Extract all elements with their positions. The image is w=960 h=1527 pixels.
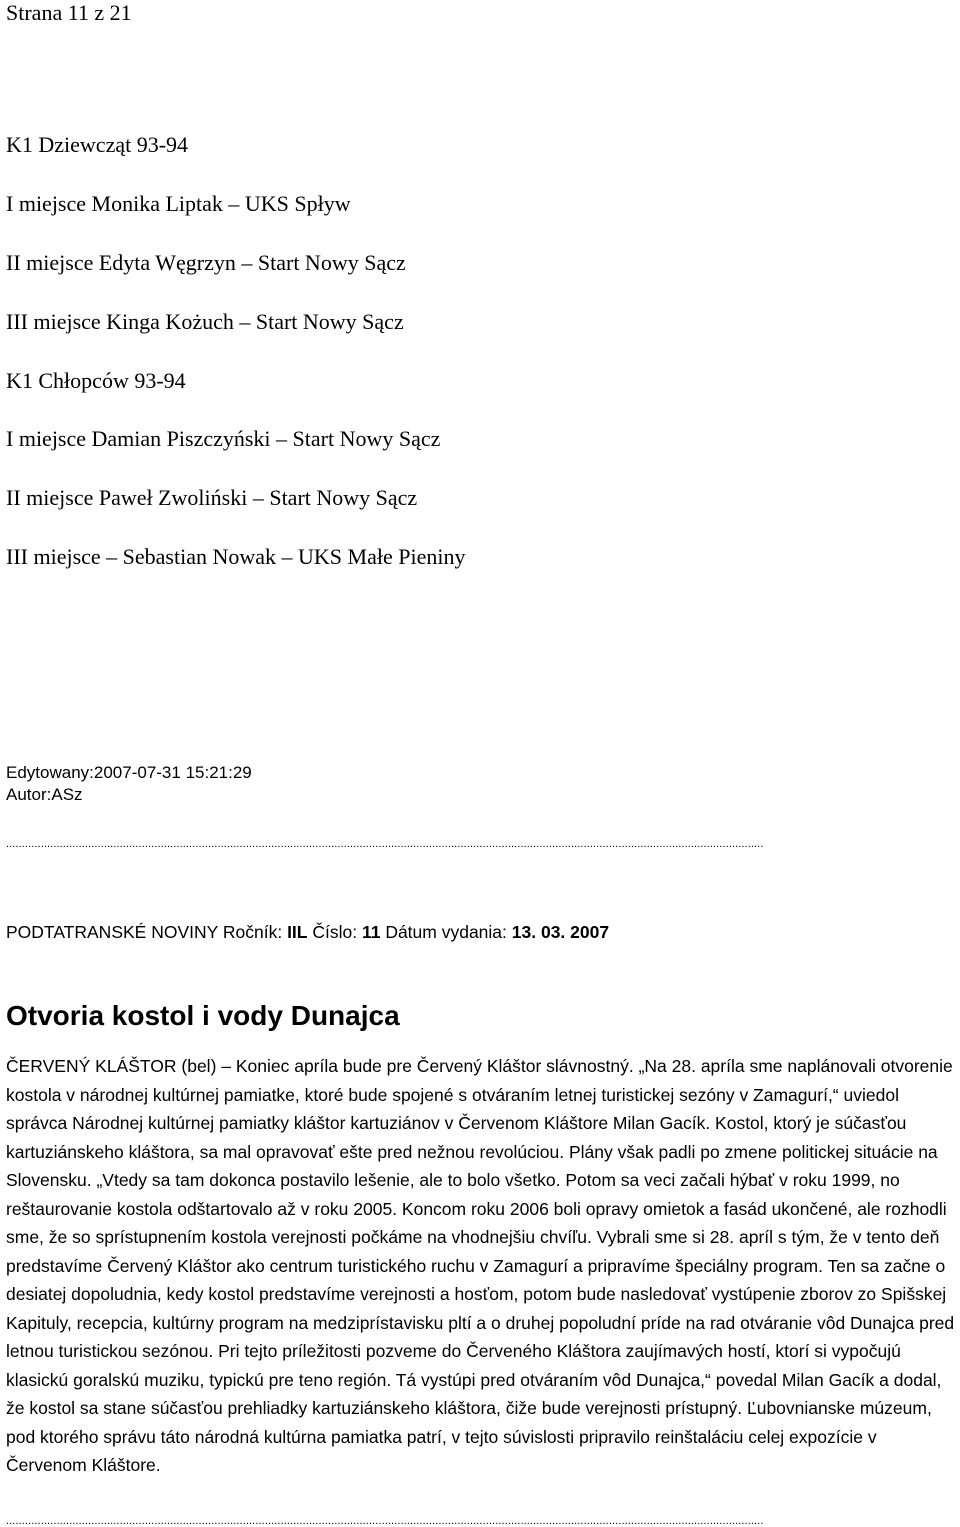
result-line: II miejsce Paweł Zwoliński – Start Nowy Sącz xyxy=(6,485,418,510)
result-line: III miejsce – Sebastian Nowak – UKS Małe Pieniny xyxy=(6,544,466,569)
page-header: Strana 11 z 21 xyxy=(6,0,132,25)
result-category-title: K1 Chłopców 93-94 xyxy=(6,368,186,393)
issue-label: Číslo: xyxy=(307,922,362,942)
issue-value: 11 xyxy=(361,922,381,942)
result-line: III miejsce Kinga Kożuch – Start Nowy Sącz xyxy=(6,309,404,334)
result-line: II miejsce Edyta Węgrzyn – Start Nowy Sącz xyxy=(6,250,406,275)
date-value: 13. 03. 2007 xyxy=(511,922,610,942)
result-category-title: K1 Dziewcząt 93-94 xyxy=(6,132,189,157)
dotted-separator-bottom: ................................................................................................................................................................................................................................................ xyxy=(6,1515,764,1527)
newspaper-masthead xyxy=(6,922,609,943)
newspaper-name: PODTATRANSKÉ NOVINY xyxy=(6,922,223,942)
date-label: Dátum vydania: xyxy=(380,922,512,942)
result-line: I miejsce Monika Liptak – UKS Spływ xyxy=(6,191,351,216)
year-value: IIL xyxy=(287,922,308,942)
edited-timestamp: Edytowany:2007-07-31 15:21:29 xyxy=(6,763,252,782)
dotted-separator: ................................................................................................................................................................................................................................................ xyxy=(6,838,764,850)
article-body: ČERVENÝ KLÁŠTOR (bel) – Koniec apríla bude pre Červený Kláštor slávnostný. „Na 28. apríla sme naplánovali otvorenie kostola v národnej kultúrnej pamiatke, ktoré bude spojené s otváraním letnej turistickej sezóny v Zamagurí,“ uviedol správca Národnej kultúrnej pamiatky kláštor kartuziánov v Červenom Kláštore Milan Gacík. Kostol, ktorý je súčasťou kartuziánskeho kláštora, sa mal opravovať ešte pred nežnou revolúciou. Plány však padli po zmene politickej situácie na Slovensku. „Vtedy sa tam dokonca postavilo lešenie, ale to bolo všetko. Potom sa veci začali hýbať v roku 1999, no reštaurovanie kostola odštartovalo až v roku 2005. Koncom roku 2006 boli opravy omietok a fasád ukončené, ale rozhodli sme, že so sprístupnením kostola verejnosti počkáme na vhodnejšiu chvíľu. Vybrali sme si 28. apríl s tým, že v tento deň predstavíme Červený Kláštor ako centrum turistického ruchu v Zamagurí a pripravíme špeciálny program. Ten sa začne o desiatej dopoludnia, kedy kostol predstavíme verejnosti a hosťom, potom bude nasledovať vystúpenie zborov zo Spišskej Kapituly, recepcia, kultúrny program na medziprístavisku pltí a o druhej popoludní príde na rad otváranie vôd Dunajca pred letnou turistickou sezónou. Pri tejto príležitosti pozveme do Červeného Kláštora zaujímavých hostí, ktorí si vypočujú klasickú goralskú muziku, typickú pre teno región. Tá vystúpi pred otváraním vôd Dunajca,“ povedal Milan Gacík a dodal, že kostol sa stane súčasťou prehliadky kartuziánskeho kláštora, čiže bude verejnosti prístupný. Ľubovnianske múzeum, pod ktorého správu táto národná kultúrna pamiatka patrí, v tejto súvislosti pripravilo reinštaláciu celej expozície v Červenom Kláštore. xyxy=(6,1056,955,1475)
result-line: I miejsce Damian Piszczyński – Start Nowy Sącz xyxy=(6,426,441,451)
author-label: Autor:ASz xyxy=(6,785,83,804)
article-headline: Otvoria kostol i vody Dunajca xyxy=(6,1000,400,1031)
year-label: Ročník: xyxy=(222,922,288,942)
